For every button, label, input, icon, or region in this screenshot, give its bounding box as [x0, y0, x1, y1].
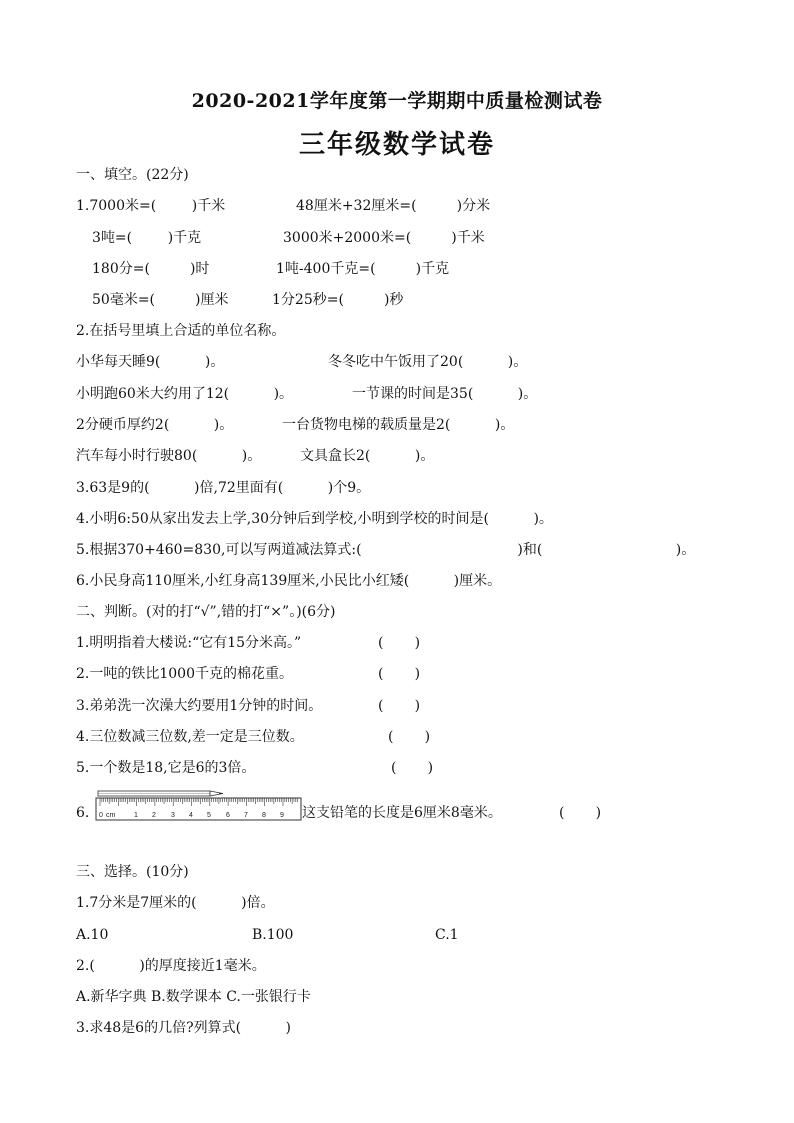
choice-q2-options: A.新华字典 B.数学课本 C.一张银行卡 — [76, 989, 311, 1005]
judge-item-2: 2.一吨的铁比1000千克的棉花重。 — [76, 666, 293, 682]
q2-row3-right: 一台货物电梯的载质量是2( )。 — [282, 417, 515, 433]
section2-heading: 二、判断。(对的打“√”,错的打“×”。)(6分) — [76, 604, 336, 620]
q6: 6.小民身高110厘米,小红身高139厘米,小民比小红矮( )厘米。 — [76, 573, 502, 589]
judge-item-6-text: 这支铅笔的长度是6厘米8毫米。 — [302, 805, 502, 821]
judge-bracket-6: ( ) — [559, 805, 602, 821]
q2-intro: 2.在括号里填上合适的单位名称。 — [76, 323, 286, 339]
q1-row3-left: 180分=( )时 — [92, 261, 210, 277]
ruler-label-0: 0 — [99, 812, 103, 819]
choice-q3: 3.求48是6的几倍?列算式( ) — [76, 1020, 292, 1036]
ruler-label-5: 5 — [207, 812, 211, 819]
q2-row4-left: 汽车每小时行驶80( )。 — [76, 448, 262, 464]
ruler-label-8: 8 — [262, 812, 266, 819]
exam-subtitle: 三年级数学试卷 — [298, 130, 495, 160]
q1-row2-right: 3000米+2000米=( )千米 — [283, 230, 485, 246]
ruler-label-cm: cm — [106, 812, 116, 819]
judge-item-6-number: 6. — [76, 805, 90, 821]
ruler-label-6: 6 — [226, 812, 230, 819]
q1-row4-right: 1分25秒=( )秒 — [272, 292, 404, 308]
q1-row1-right: 48厘米+32厘米=( )分米 — [296, 198, 491, 214]
q2-row4-right: 文具盒长2( )。 — [300, 448, 435, 464]
choice-q1-option-b: B.100 — [252, 927, 294, 943]
q5: 5.根据370+460=830,可以写两道减法算式:( )和( )。 — [76, 542, 696, 558]
q1-row3-right: 1吨-400千克=( )千克 — [276, 261, 450, 277]
judge-item-3: 3.弟弟洗一次澡大约要用1分钟的时间。 — [76, 698, 323, 714]
judge-item-5: 5.一个数是18,它是6的3倍。 — [76, 760, 256, 776]
pencil-icon — [98, 791, 223, 796]
section3-heading: 三、选择。(10分) — [76, 864, 189, 880]
choice-q1: 1.7分米是7厘米的( )倍。 — [76, 895, 275, 911]
judge-bracket-3: ( ) — [378, 698, 421, 714]
ruler-label-3: 3 — [171, 812, 175, 819]
q1-row4-left: 50毫米=( )厘米 — [92, 292, 229, 308]
ruler-label-9: 9 — [280, 812, 284, 819]
judge-bracket-5: ( ) — [391, 760, 434, 776]
ruler-with-pencil — [95, 789, 302, 823]
q2-row2-right: 一节课的时间是35( )。 — [352, 386, 538, 402]
q3: 3.63是9的( )倍,72里面有( )个9。 — [76, 480, 371, 496]
judge-bracket-1: ( ) — [378, 635, 421, 651]
choice-q2: 2.( )的厚度接近1毫米。 — [76, 958, 266, 974]
q2-row3-left: 2分硬币厚约2( )。 — [76, 417, 234, 433]
judge-item-4: 4.三位数减三位数,差一定是三位数。 — [76, 729, 304, 745]
q1-row1-left: 1.7000米=( )千米 — [76, 198, 226, 214]
q2-row1-right: 冬冬吃中午饭用了20( )。 — [328, 354, 528, 370]
exam-title: 2020-2021学年度第一学期期中质量检测试卷 — [191, 90, 603, 112]
ruler-label-1: 1 — [134, 812, 138, 819]
ruler-label-2: 2 — [152, 812, 156, 819]
judge-bracket-4: ( ) — [388, 729, 431, 745]
judge-bracket-2: ( ) — [378, 666, 421, 682]
q2-row2-left: 小明跑60米大约用了12( )。 — [76, 386, 294, 402]
ruler-label-4: 4 — [189, 812, 193, 819]
ruler-label-7: 7 — [244, 812, 248, 819]
q2-row1-left: 小华每天睡9( )。 — [76, 354, 225, 370]
section1-heading: 一、填空。(22分) — [76, 167, 189, 183]
choice-q1-option-a: A.10 — [76, 927, 109, 943]
judge-item-1: 1.明明指着大楼说:“它有15分米高。” — [76, 635, 302, 651]
q1-row2-left: 3吨=( )千克 — [92, 230, 202, 246]
q4: 4.小明6:50从家出发去上学,30分钟后到学校,小明到学校的时间是( )。 — [76, 511, 553, 527]
choice-q1-option-c: C.1 — [435, 927, 459, 943]
